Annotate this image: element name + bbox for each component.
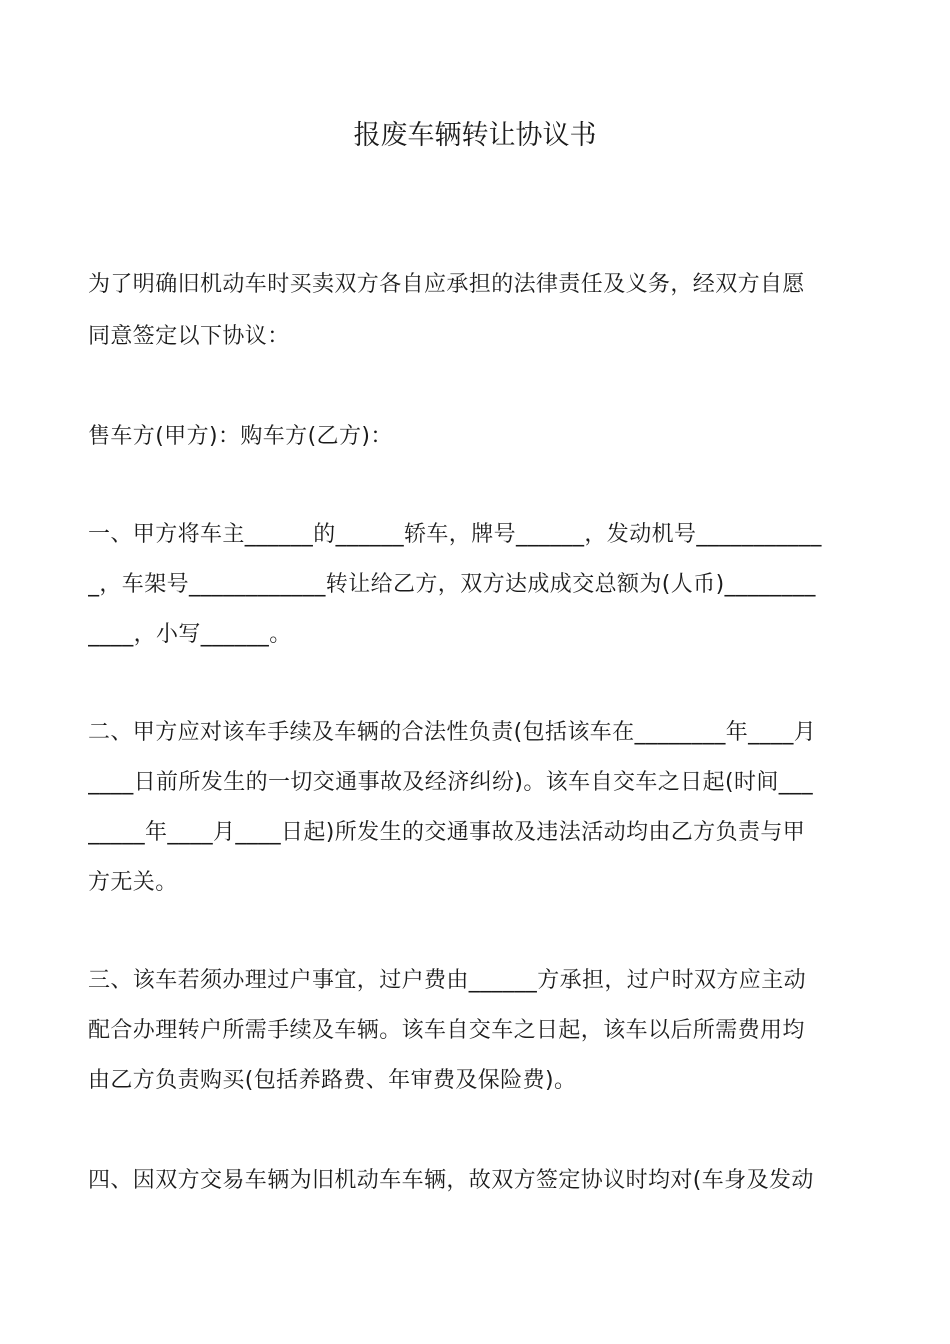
clause-2-line-1: 二、甲方应对该车手续及车辆的合法性负责(包括该车在________年____月 xyxy=(88,720,817,745)
clause-3-line-3: 由乙方负责购买(包括养路费、年审费及保险费)。 xyxy=(88,1068,577,1093)
clause-1-line-3: ____，小写______。 xyxy=(88,622,292,647)
preamble-line-2: 同意签定以下协议： xyxy=(88,324,290,349)
clause-1-line-2: _，车架号____________转让给乙方，双方达成成交总额为(人币)________ xyxy=(88,572,816,597)
preamble-line-1: 为了明确旧机动车时买卖双方各自应承担的法律责任及义务，经双方自愿 xyxy=(88,272,805,297)
document-title: 报废车辆转让协议书 xyxy=(353,120,597,151)
clause-1-line-1: 一、甲方将车主______的______轿车，牌号______，发动机号___________ xyxy=(88,522,822,547)
clause-4-line-1: 四、因双方交易车辆为旧机动车车辆，故双方签定协议时均对(车身及发动 xyxy=(88,1168,814,1193)
parties-line: 售车方(甲方)：购车方(乙方)： xyxy=(88,424,393,449)
clause-2-line-2: ____日前所发生的一切交通事故及经济纠纷)。该车自交车之日起(时间___ xyxy=(88,770,813,795)
clause-3-line-1: 三、该车若须办理过户事宜，过户费由______方承担，过户时双方应主动 xyxy=(88,968,807,993)
clause-2-line-4: 方无关。 xyxy=(88,870,178,895)
clause-3-line-2: 配合办理转户所需手续及车辆。该车自交车之日起，该车以后所需费用均 xyxy=(88,1018,805,1043)
clause-2-line-3: _____年____月____日起)所发生的交通事故及违法活动均由乙方负责与甲 xyxy=(88,820,806,845)
